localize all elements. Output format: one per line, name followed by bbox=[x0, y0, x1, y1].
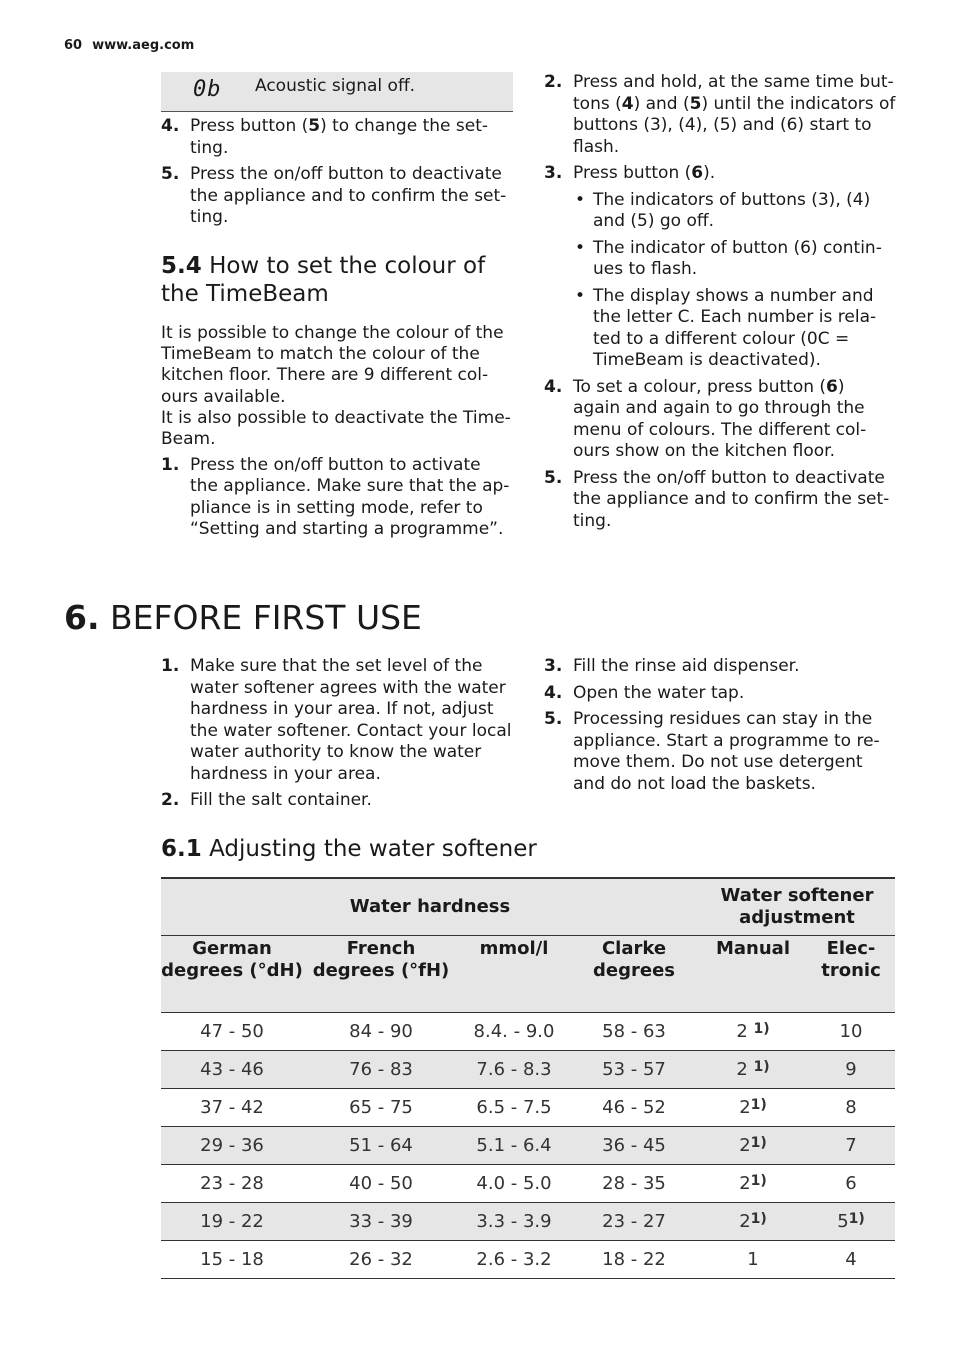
cell-clarke-degrees: 36 - 45 bbox=[569, 1126, 699, 1164]
cell-french-degrees: 33 - 39 bbox=[303, 1202, 459, 1240]
cell-clarke-degrees: 23 - 27 bbox=[569, 1202, 699, 1240]
display-code: 0b bbox=[193, 77, 222, 102]
steps-list bbox=[161, 656, 513, 812]
footnote-ref: 1) bbox=[753, 1058, 770, 1075]
step-text: Press button ( bbox=[573, 163, 692, 183]
before-first-use-left bbox=[161, 656, 513, 817]
cell-manual: 1 bbox=[699, 1240, 807, 1278]
cell-electronic: 7 bbox=[807, 1126, 895, 1164]
footnote-ref: 1) bbox=[750, 1134, 767, 1151]
step-text: Processing residues can stay in the appliance. Start a programme to re-move them. Do not use detergent and do not load the baskets. bbox=[573, 709, 880, 794]
cell-clarke-degrees: 53 - 57 bbox=[569, 1050, 699, 1088]
step-number: 4. bbox=[161, 116, 180, 136]
chapter-title: BEFORE FIRST USE bbox=[110, 598, 422, 637]
cell-clarke-degrees: 46 - 52 bbox=[569, 1088, 699, 1126]
section-heading bbox=[161, 836, 537, 862]
step-number: 5. bbox=[544, 467, 563, 488]
cell-german-degrees: 47 - 50 bbox=[161, 1012, 303, 1050]
step-button-ref: 5 bbox=[308, 116, 321, 136]
step-text: Press the on/off button to deactivate the appliance and to confirm the set-ting. bbox=[190, 164, 507, 227]
column-header: mmol/l bbox=[459, 935, 569, 1012]
cell-french-degrees: 84 - 90 bbox=[303, 1012, 459, 1050]
cell-manual: 2$^{1)}$ bbox=[699, 1164, 807, 1202]
step-number: 4. bbox=[544, 376, 563, 397]
cell-mmol: 2.6 - 3.2 bbox=[459, 1240, 569, 1278]
step-number: 1. bbox=[161, 455, 180, 476]
step-number: 5. bbox=[161, 164, 180, 184]
step-number: 3. bbox=[544, 163, 563, 183]
table-row bbox=[161, 1202, 895, 1240]
list-item bbox=[161, 164, 513, 229]
list-item bbox=[544, 377, 896, 463]
header-water-softener-adjustment: Water softener adjustment bbox=[699, 878, 895, 935]
step-text: Press the on/off button to activate the appliance. Make sure that the ap-pliance is in setting mode, refer to “Setting and starting a programme”. bbox=[190, 455, 510, 539]
cell-manual: 2$^{1)}$ bbox=[699, 1126, 807, 1164]
step-button-ref: 6 bbox=[826, 376, 838, 397]
column-header: Manual bbox=[699, 935, 807, 1012]
page-number: 60 bbox=[64, 38, 83, 53]
cell-clarke-degrees: 58 - 63 bbox=[569, 1012, 699, 1050]
list-item bbox=[544, 683, 896, 705]
step-text: Press the on/off button to deactivate the appliance and to confirm the set-ting. bbox=[573, 467, 890, 531]
footnote-ref: 1) bbox=[750, 1096, 767, 1113]
table-row bbox=[161, 1164, 895, 1202]
list-item bbox=[161, 790, 513, 812]
cell-mmol: 5.1 - 6.4 bbox=[459, 1126, 569, 1164]
cell-electronic: 10 bbox=[807, 1012, 895, 1050]
step-number: 1. bbox=[161, 656, 180, 676]
step-number: 2. bbox=[544, 72, 563, 92]
step-text: Press button ( bbox=[190, 116, 309, 136]
cell-mmol: 6.5 - 7.5 bbox=[459, 1088, 569, 1126]
step-text: ) again and again to go through the menu of colours. The different col-ours show on the kitchen floor. bbox=[573, 376, 867, 461]
before-first-use-right bbox=[544, 656, 896, 800]
step-text: Press and hold, at the same time but-tons ( bbox=[573, 72, 894, 114]
table-body bbox=[161, 1012, 895, 1278]
cell-mmol: 3.3 - 3.9 bbox=[459, 1202, 569, 1240]
page-header bbox=[64, 38, 194, 53]
cell-electronic: 4 bbox=[807, 1240, 895, 1278]
cell-mmol: 8.4. - 9.0 bbox=[459, 1012, 569, 1050]
acoustic-signal-text: Acoustic signal off. bbox=[255, 76, 416, 96]
cell-german-degrees: 43 - 46 bbox=[161, 1050, 303, 1088]
steps-list-top-left bbox=[161, 116, 513, 229]
water-hardness-table bbox=[161, 877, 895, 1279]
column-header: Elec-tronic bbox=[807, 935, 895, 1012]
footnote-ref: 1) bbox=[753, 1020, 770, 1037]
column-header: Clarke degrees bbox=[569, 935, 699, 1012]
bullet-item: • The display shows a number and the letter C. Each number is rela-ted to a different colour (0C = TimeBeam is deactivated). bbox=[573, 286, 896, 372]
list-item bbox=[161, 656, 513, 785]
steps-list-top-right bbox=[544, 72, 896, 532]
cell-french-degrees: 51 - 64 bbox=[303, 1126, 459, 1164]
section-heading bbox=[161, 252, 513, 308]
step-text: ) and ( bbox=[633, 93, 690, 114]
cell-mmol: 4.0 - 5.0 bbox=[459, 1164, 569, 1202]
cell-manual: 2 $^{1)}$ bbox=[699, 1050, 807, 1088]
step-button-ref: 6 bbox=[691, 163, 704, 183]
step-button-ref: 5 bbox=[689, 93, 702, 114]
site-url: www.aeg.com bbox=[92, 38, 195, 53]
footnote-ref: 1) bbox=[750, 1210, 767, 1227]
table-row bbox=[161, 1050, 895, 1088]
cell-electronic: 9 bbox=[807, 1050, 895, 1088]
cell-german-degrees: 37 - 42 bbox=[161, 1088, 303, 1126]
bullet-list bbox=[573, 190, 896, 372]
step-number: 2. bbox=[161, 790, 180, 810]
cell-electronic: 8 bbox=[807, 1088, 895, 1126]
footnote-ref: 1) bbox=[848, 1210, 865, 1227]
column-header: German degrees (°dH) bbox=[161, 935, 303, 1012]
cell-french-degrees: 40 - 50 bbox=[303, 1164, 459, 1202]
section-number: 5.4 bbox=[161, 253, 202, 279]
steps-list bbox=[161, 455, 513, 540]
column-header: French degrees (°fH) bbox=[303, 935, 459, 1012]
cell-electronic: 5$^{1)}$ bbox=[807, 1202, 895, 1240]
chapter-heading bbox=[64, 598, 422, 637]
step-number: 4. bbox=[544, 682, 563, 703]
step-text: ) to change the set-ting. bbox=[190, 116, 489, 158]
step-text: Fill the rinse aid dispenser. bbox=[573, 656, 800, 676]
list-item bbox=[161, 116, 513, 159]
bullet-item: • The indicator of button (6) contin-ues to flash. bbox=[573, 238, 896, 281]
table-row bbox=[161, 1126, 895, 1164]
step-text: Open the water tap. bbox=[573, 682, 745, 703]
cell-manual: 2 $^{1)}$ bbox=[699, 1012, 807, 1050]
table-row bbox=[161, 1012, 895, 1050]
cell-german-degrees: 29 - 36 bbox=[161, 1126, 303, 1164]
right-column-top bbox=[544, 72, 896, 537]
header-water-hardness: Water hardness bbox=[161, 878, 699, 935]
step-text: Make sure that the set level of the water softener agrees with the water hardness in your area. If not, adjust the water softener. Contact your local water authority to know the water hardness in your area. bbox=[190, 656, 512, 784]
table-row bbox=[161, 1088, 895, 1126]
step-text: To set a colour, press button ( bbox=[573, 376, 827, 397]
list-item bbox=[544, 468, 896, 533]
list-item bbox=[544, 656, 896, 678]
section-number: 6.1 bbox=[161, 836, 202, 862]
left-column-top bbox=[161, 72, 513, 234]
cell-clarke-degrees: 28 - 35 bbox=[569, 1164, 699, 1202]
chapter-number: 6. bbox=[64, 598, 100, 637]
step-text: Fill the salt container. bbox=[190, 790, 372, 810]
list-item bbox=[161, 455, 513, 540]
step-number: 3. bbox=[544, 656, 563, 676]
step-text: ) until the indicators of buttons (3), (4), (5) and (6) start to flash. bbox=[573, 93, 896, 157]
steps-list bbox=[544, 656, 896, 795]
step-button-ref: 4 bbox=[621, 93, 634, 114]
cell-manual: 2$^{1)}$ bbox=[699, 1202, 807, 1240]
section-title: Adjusting the water softener bbox=[209, 836, 537, 862]
cell-manual: 2$^{1)}$ bbox=[699, 1088, 807, 1126]
cell-german-degrees: 15 - 18 bbox=[161, 1240, 303, 1278]
step-text: ). bbox=[703, 163, 716, 183]
cell-clarke-degrees: 18 - 22 bbox=[569, 1240, 699, 1278]
cell-german-degrees: 19 - 22 bbox=[161, 1202, 303, 1240]
cell-french-degrees: 26 - 32 bbox=[303, 1240, 459, 1278]
list-item bbox=[544, 163, 896, 372]
footnote-ref: 1) bbox=[750, 1172, 767, 1189]
section-title: How to set the colour of the TimeBeam bbox=[161, 253, 486, 307]
step-number: 5. bbox=[544, 709, 563, 729]
cell-french-degrees: 76 - 83 bbox=[303, 1050, 459, 1088]
table-row bbox=[161, 1240, 895, 1278]
acoustic-signal-row bbox=[161, 72, 513, 112]
list-item bbox=[544, 709, 896, 795]
cell-french-degrees: 65 - 75 bbox=[303, 1088, 459, 1126]
cell-electronic: 6 bbox=[807, 1164, 895, 1202]
bullet-item: • The indicators of buttons (3), (4) and (5) go off. bbox=[573, 190, 896, 233]
cell-mmol: 7.6 - 8.3 bbox=[459, 1050, 569, 1088]
section-5-4 bbox=[161, 252, 513, 545]
paragraph: It is possible to change the colour of the TimeBeam to match the colour of the kitchen floor. There are 9 different col-ours available. bbox=[161, 323, 504, 407]
paragraph: It is also possible to deactivate the Time-Beam. bbox=[161, 407, 511, 450]
cell-german-degrees: 23 - 28 bbox=[161, 1164, 303, 1202]
list-item bbox=[544, 72, 896, 158]
